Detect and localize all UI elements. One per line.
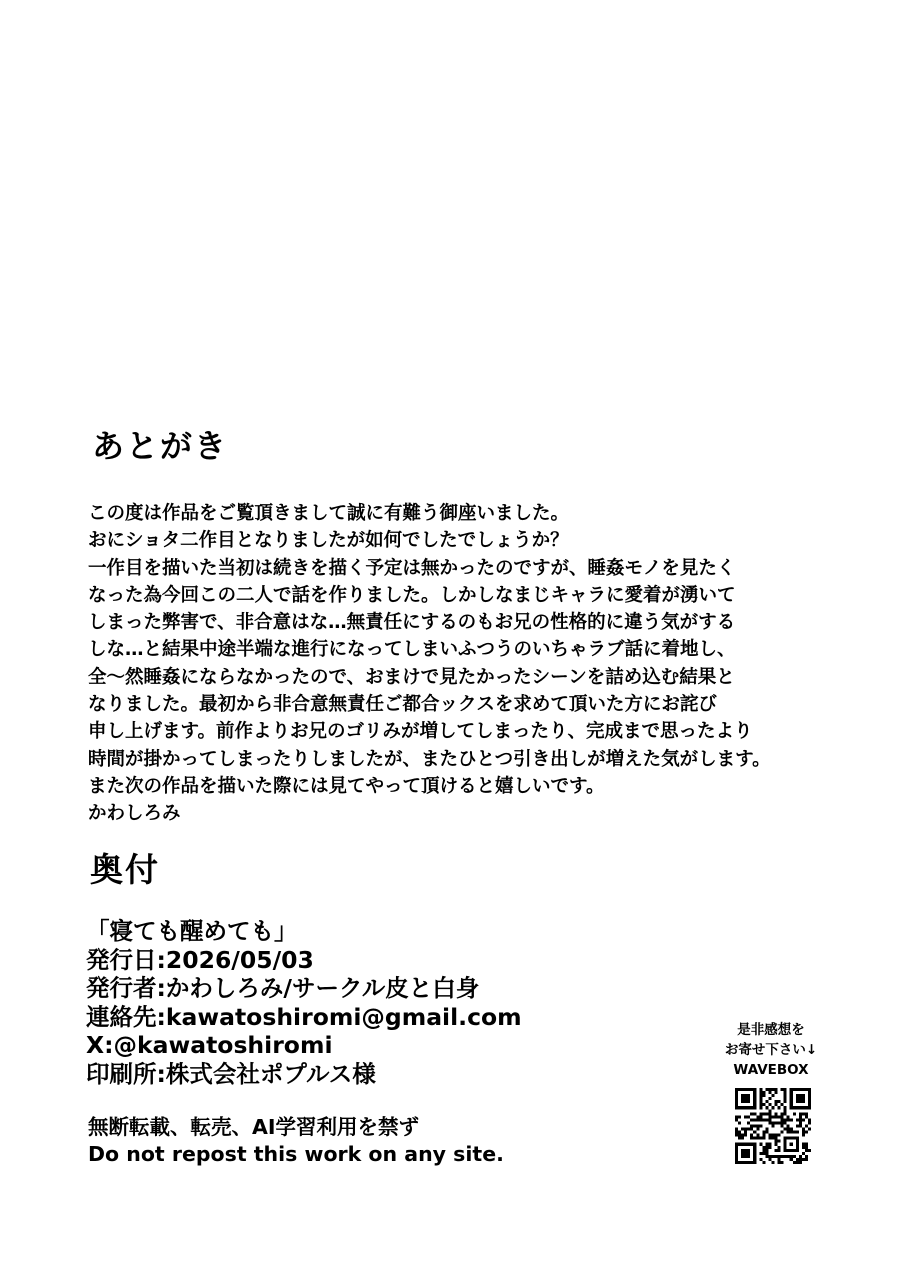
wavebox-label: WAVEBOX xyxy=(733,1062,809,1078)
contact-email: 連絡先:kawatoshiromi@gmail.com xyxy=(86,1002,522,1031)
afterword-body xyxy=(88,500,848,828)
afterword-line: おにショタ二作目となりましたが如何でしたでしょうか？ xyxy=(88,530,569,552)
afterword-line: なった為今回この二人で話を作りました。しかしなまじキャラに愛着が湧いて xyxy=(88,584,736,606)
afterword-line: しまった弊害で、非合意はな…無責任にするのもお兄の性格的に違う気がする xyxy=(88,612,736,634)
afterword-line: 全〜然睡姦にならなかったので、おまけで見たかったシーンを詰め込む結果と xyxy=(88,666,735,688)
afterword-line: この度は作品をご覧頂きまして誠に有難う御座いました。 xyxy=(88,503,570,524)
afterword-line: 時間が掛かってしまったりしましたが、またひとつ引き出しが増えた気がします。 xyxy=(88,748,771,770)
afterword-line: なりました。最初から非合意無責任ご都合ックスを求めて頂いた方にお詫び xyxy=(88,694,717,716)
publish-date: 発行日:2026/05/03 xyxy=(86,945,314,974)
colophon-body xyxy=(86,917,522,1089)
author-signature: かわしろみ xyxy=(88,803,181,825)
afterword-line: 申し上げます。前作よりお兄のゴリみが増してしまったり、完成まで思ったより xyxy=(88,721,753,743)
afterword-title: あとがき xyxy=(92,427,229,465)
printer: 印刷所:株式会社ポプルス様 xyxy=(86,1059,376,1088)
afterword-line: 一作目を描いた当初は続きを描く予定は無かったのですが、睡姦モノを見たく xyxy=(88,557,736,579)
copyright-notice xyxy=(88,1114,504,1168)
afterword-line: しな…と結果中途半端な進行になってしまいふつうのいちゃラブ話に着地し、 xyxy=(88,639,736,661)
afterword-line: また次の作品を描いた際には見てやって頂けると嬉しいです。 xyxy=(88,775,605,797)
wavebox-line-2: お寄せ下さい↓ xyxy=(724,1042,818,1058)
wavebox-caption xyxy=(698,1020,844,1080)
work-title: 「寝ても醒めても」 xyxy=(86,917,298,945)
notice-en: Do not repost this work on any site. xyxy=(88,1142,504,1166)
colophon-title: 奥付 xyxy=(90,850,160,889)
wavebox-line-1: 是非感想を xyxy=(737,1022,805,1038)
publisher: 発行者:かわしろみ/サークル皮と白身 xyxy=(86,974,480,1003)
notice-jp: 無断転載、転売、AI学習利用を禁ず xyxy=(88,1115,419,1139)
x-handle: X:@kawatoshiromi xyxy=(86,1031,333,1060)
qr-code-icon[interactable] xyxy=(735,1088,811,1164)
